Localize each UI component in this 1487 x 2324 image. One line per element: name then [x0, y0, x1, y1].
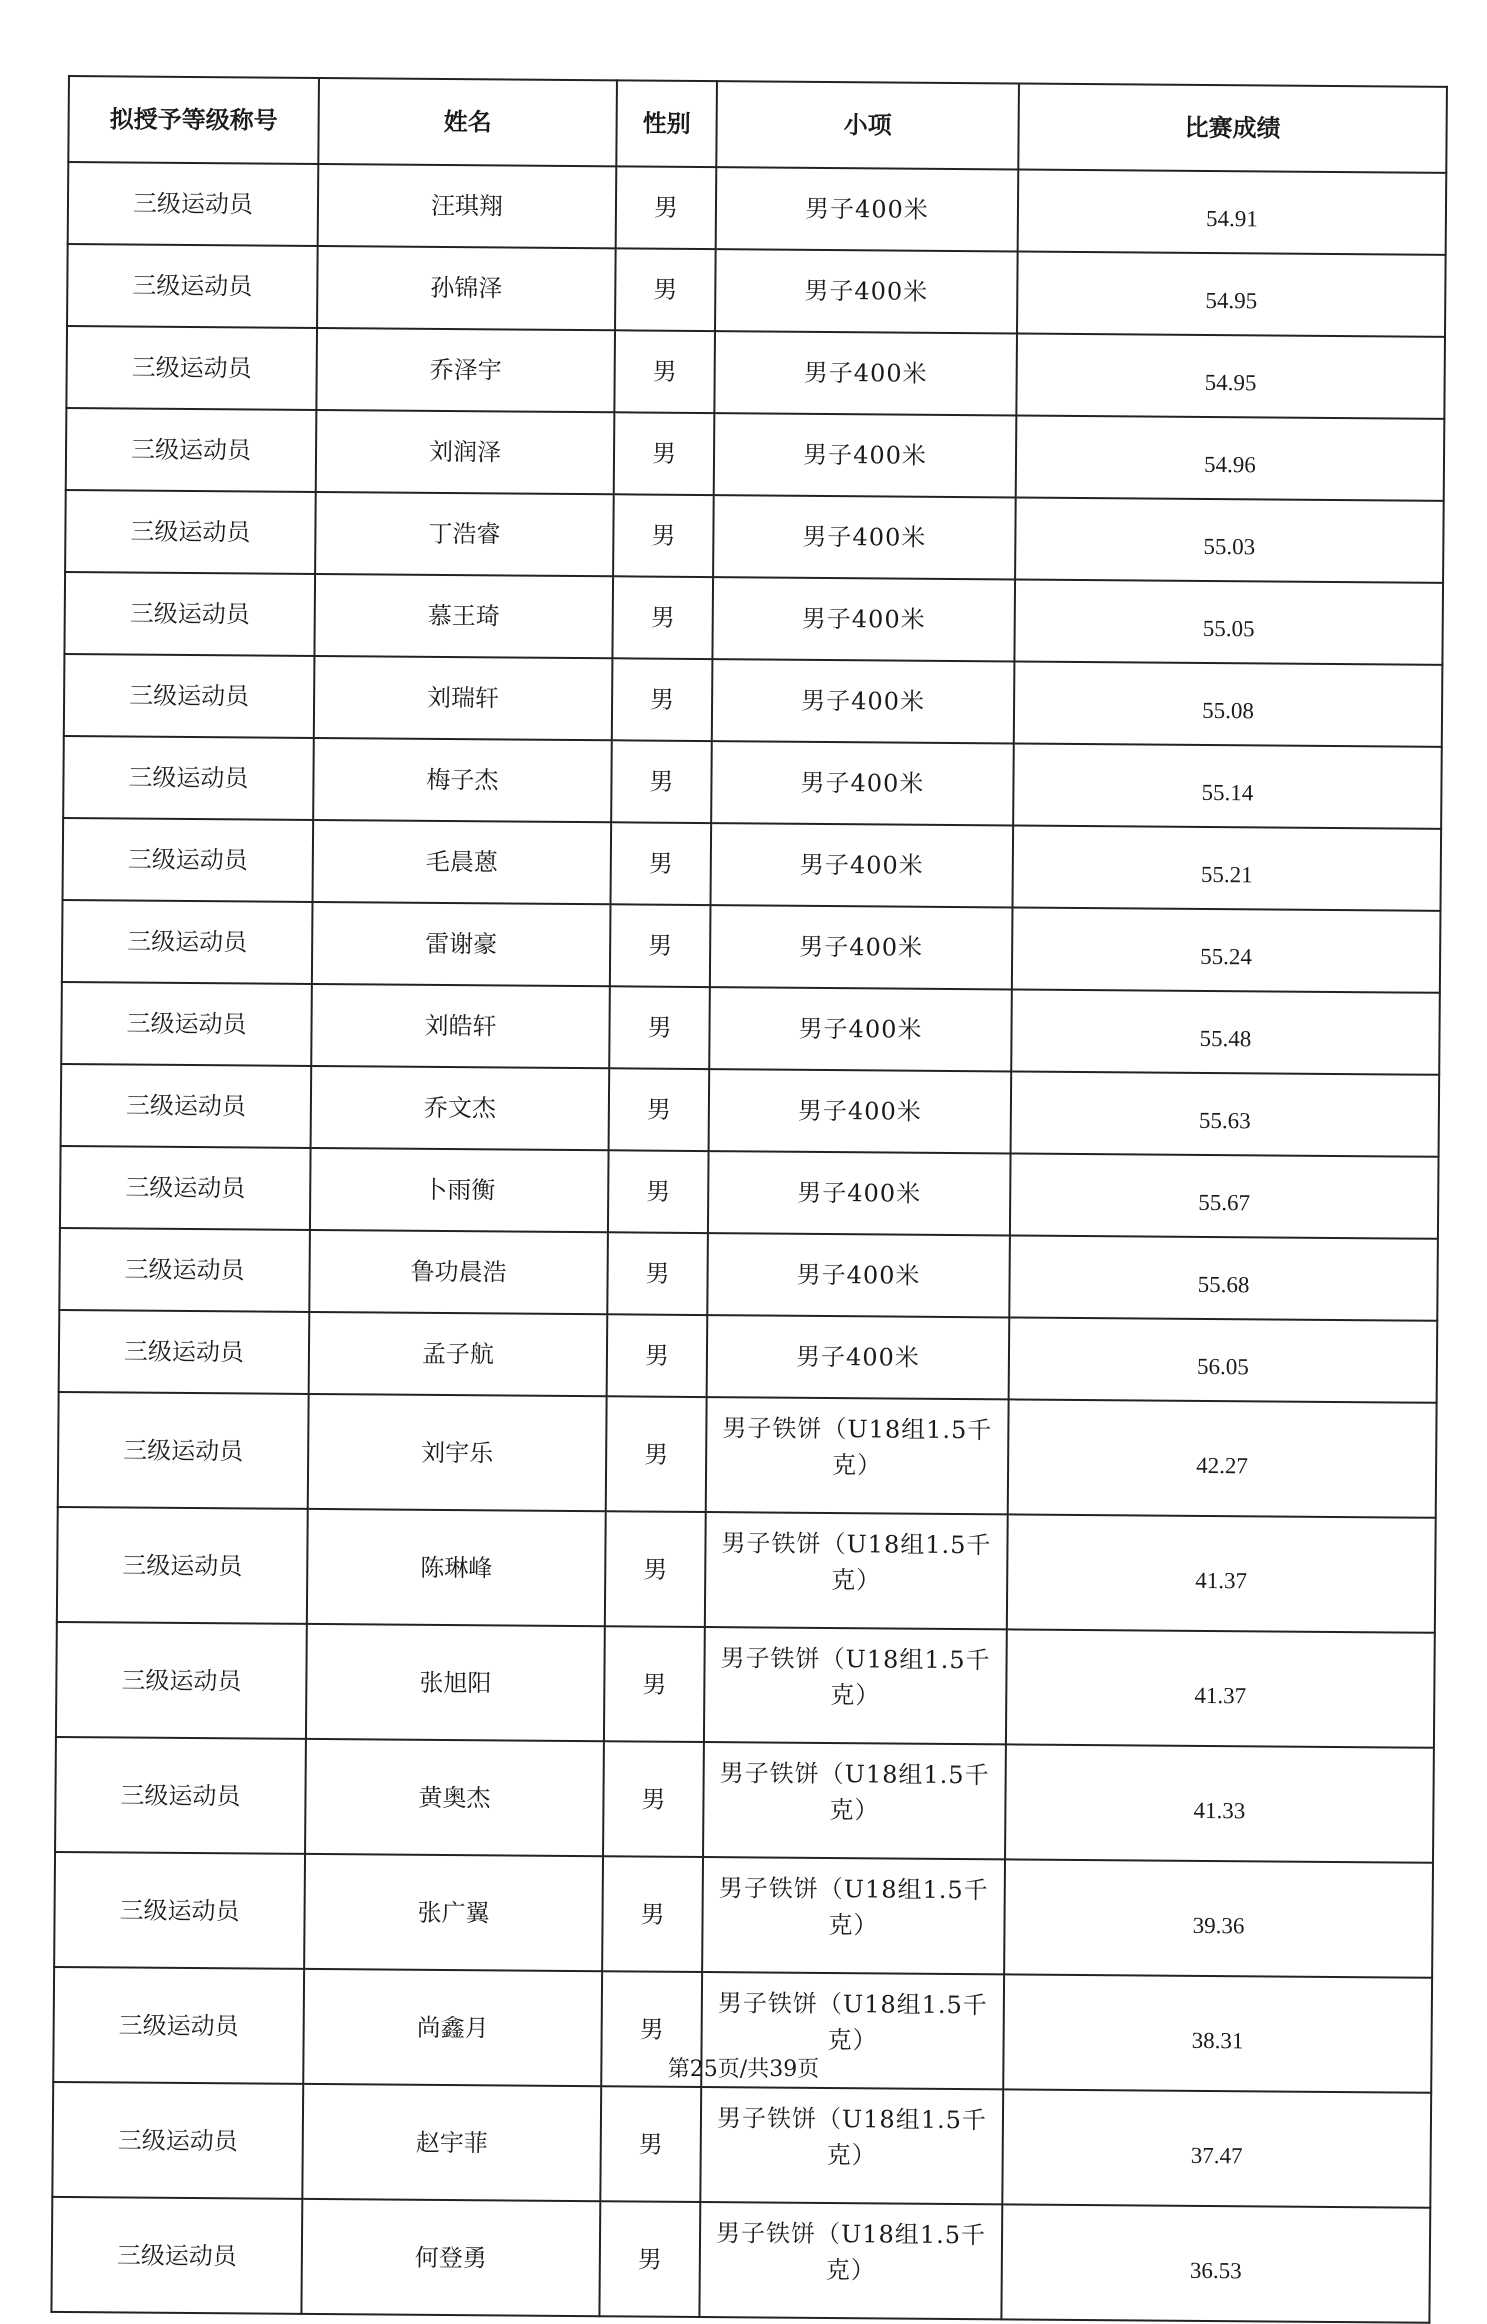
cell-grade: 三级运动员 [68, 162, 319, 246]
cell-event: 男子铁饼（U18组1.5千克） [699, 2202, 1002, 2319]
cell-grade: 三级运动员 [59, 1310, 310, 1394]
cell-event: 男子铁饼（U18组1.5千克） [703, 1742, 1006, 1859]
cell-event: 男子400米 [709, 987, 1012, 1071]
cell-name: 尚鑫月 [303, 1969, 602, 2086]
cell-grade: 三级运动员 [66, 326, 317, 410]
cell-name: 卜雨衡 [310, 1148, 609, 1232]
cell-event: 男子400米 [712, 659, 1015, 743]
header-grade: 拟授予等级称号 [68, 76, 319, 164]
table-row [66, 408, 1445, 501]
cell-event: 男子400米 [709, 1069, 1012, 1153]
table-row [68, 162, 1447, 255]
cell-name: 何登勇 [301, 2199, 600, 2316]
cell-name: 张旭阳 [306, 1624, 605, 1741]
cell-event: 男子400米 [716, 167, 1019, 251]
cell-grade: 三级运动员 [65, 490, 316, 574]
table-row [63, 736, 1442, 829]
table-row [63, 818, 1442, 911]
cell-gender: 男 [604, 1626, 705, 1742]
cell-result: 55.63 [1011, 1071, 1440, 1156]
cell-result: 55.48 [1011, 989, 1440, 1074]
cell-name: 刘皓轩 [311, 984, 610, 1068]
cell-event: 男子铁饼（U18组1.5千克） [704, 1627, 1007, 1744]
table-row [58, 1392, 1437, 1518]
cell-result: 37.47 [1002, 2089, 1431, 2207]
table-row [59, 1228, 1438, 1321]
cell-gender: 男 [607, 1314, 708, 1397]
cell-gender: 男 [605, 1511, 706, 1627]
cell-event: 男子400米 [715, 249, 1018, 333]
cell-grade: 三级运动员 [55, 1737, 306, 1854]
cell-gender: 男 [609, 1068, 710, 1151]
cell-gender: 男 [612, 658, 713, 741]
cell-name: 孟子航 [309, 1312, 608, 1396]
header-name: 姓名 [318, 78, 617, 166]
table-row [64, 572, 1443, 665]
cell-event: 男子400米 [711, 823, 1014, 907]
cell-name: 黄奥杰 [305, 1739, 604, 1856]
cell-event: 男子400米 [708, 1151, 1011, 1235]
cell-result: 54.96 [1016, 415, 1445, 500]
cell-grade: 三级运动员 [63, 736, 314, 820]
cell-name: 张广翼 [304, 1854, 603, 1971]
cell-name: 鲁功晨浩 [309, 1230, 608, 1314]
cell-event: 男子铁饼（U18组1.5千克） [700, 2087, 1003, 2204]
cell-name: 孙锦泽 [317, 246, 616, 330]
cell-gender: 男 [614, 412, 715, 495]
table-row [61, 982, 1440, 1075]
cell-result: 54.95 [1016, 333, 1445, 418]
cell-grade: 三级运动员 [63, 818, 314, 902]
header-event: 小项 [716, 81, 1019, 169]
header-gender: 性别 [616, 80, 717, 167]
table-row [54, 1852, 1433, 1978]
cell-gender: 男 [609, 986, 710, 1069]
cell-name: 刘润泽 [316, 410, 615, 494]
cell-result: 54.91 [1018, 169, 1447, 254]
header-result: 比赛成绩 [1018, 83, 1447, 172]
cell-gender: 男 [600, 2086, 701, 2202]
cell-result: 42.27 [1008, 1399, 1437, 1517]
cell-name: 雷谢豪 [312, 902, 611, 986]
cell-gender: 男 [606, 1396, 707, 1512]
cell-gender: 男 [614, 330, 715, 413]
cell-gender: 男 [602, 1856, 703, 1972]
cell-result: 56.05 [1009, 1317, 1438, 1402]
table-row [64, 654, 1443, 747]
cell-grade: 三级运动员 [64, 654, 315, 738]
cell-event: 男子400米 [713, 495, 1016, 579]
cell-result: 36.53 [1001, 2204, 1430, 2322]
cell-result: 38.31 [1003, 1974, 1432, 2092]
cell-grade: 三级运动员 [58, 1392, 309, 1509]
cell-gender: 男 [599, 2201, 700, 2317]
cell-result: 55.14 [1013, 743, 1442, 828]
cell-name: 陈琳峰 [307, 1509, 606, 1626]
cell-grade: 三级运动员 [53, 1967, 304, 2084]
cell-event: 男子铁饼（U18组1.5千克） [705, 1512, 1008, 1629]
cell-gender: 男 [607, 1232, 708, 1315]
cell-name: 丁浩睿 [315, 492, 614, 576]
cell-gender: 男 [615, 248, 716, 331]
table-row [62, 900, 1441, 993]
table-row [60, 1146, 1439, 1239]
cell-gender: 男 [616, 166, 717, 249]
cell-grade: 三级运动员 [54, 1852, 305, 1969]
cell-result: 39.36 [1004, 1859, 1433, 1977]
cell-result: 41.37 [1006, 1629, 1435, 1747]
cell-event: 男子400米 [712, 577, 1015, 661]
cell-name: 梅子杰 [313, 738, 612, 822]
cell-event: 男子400米 [714, 413, 1017, 497]
cell-name: 慕王琦 [314, 574, 613, 658]
cell-result: 55.68 [1009, 1235, 1438, 1320]
cell-result: 55.08 [1014, 661, 1443, 746]
cell-event: 男子铁饼（U18组1.5千克） [706, 1397, 1009, 1514]
cell-gender: 男 [610, 904, 711, 987]
table-row [61, 1064, 1440, 1157]
cell-event: 男子400米 [714, 331, 1017, 415]
table-row [65, 490, 1444, 583]
cell-event: 男子400米 [711, 741, 1014, 825]
cell-result: 55.05 [1014, 579, 1443, 664]
cell-grade: 三级运动员 [51, 2197, 302, 2314]
table-row [66, 326, 1445, 419]
cell-grade: 三级运动员 [60, 1146, 311, 1230]
cell-gender: 男 [608, 1150, 709, 1233]
cell-grade: 三级运动员 [61, 1064, 312, 1148]
cell-name: 乔文杰 [311, 1066, 610, 1150]
table-body [51, 162, 1446, 2323]
cell-gender: 男 [611, 740, 712, 823]
cell-gender: 男 [611, 822, 712, 905]
table-row [57, 1507, 1436, 1633]
table-row [59, 1310, 1438, 1403]
cell-name: 乔泽宇 [316, 328, 615, 412]
cell-event: 男子铁饼（U18组1.5千克） [702, 1857, 1005, 1974]
cell-grade: 三级运动员 [59, 1228, 310, 1312]
cell-grade: 三级运动员 [67, 244, 318, 328]
table-row [55, 1737, 1434, 1863]
cell-grade: 三级运动员 [57, 1507, 308, 1624]
cell-gender: 男 [603, 1741, 704, 1857]
cell-name: 刘瑞轩 [314, 656, 613, 740]
cell-event: 男子400米 [707, 1233, 1010, 1317]
cell-event: 男子400米 [707, 1315, 1010, 1399]
cell-grade: 三级运动员 [64, 572, 315, 656]
cell-result: 41.37 [1007, 1514, 1436, 1632]
cell-name: 赵宇菲 [302, 2084, 601, 2201]
cell-result: 55.21 [1012, 825, 1441, 910]
table-row [51, 2197, 1430, 2323]
table-row [56, 1622, 1435, 1748]
cell-result: 54.95 [1017, 251, 1446, 336]
cell-result: 41.33 [1005, 1744, 1434, 1862]
cell-event: 男子铁饼（U18组1.5千克） [701, 1972, 1004, 2089]
table-row [67, 244, 1446, 337]
cell-grade: 三级运动员 [62, 900, 313, 984]
cell-grade: 三级运动员 [61, 982, 312, 1066]
table-header-row [68, 76, 1447, 173]
table-row [52, 2082, 1431, 2208]
cell-grade: 三级运动员 [66, 408, 317, 492]
cell-gender: 男 [613, 494, 714, 577]
cell-result: 55.67 [1010, 1153, 1439, 1238]
cell-event: 男子400米 [710, 905, 1013, 989]
cell-gender: 男 [612, 576, 713, 659]
cell-name: 毛晨蒽 [313, 820, 612, 904]
cell-grade: 三级运动员 [56, 1622, 307, 1739]
page-number: 第25页/共39页 [667, 2057, 820, 2082]
cell-name: 汪琪翔 [318, 164, 617, 248]
cell-grade: 三级运动员 [52, 2082, 303, 2199]
cell-name: 刘宇乐 [308, 1394, 607, 1511]
cell-result: 55.03 [1015, 497, 1444, 582]
athlete-grade-table [50, 75, 1448, 2324]
cell-gender: 男 [601, 1971, 702, 2087]
cell-result: 55.24 [1012, 907, 1441, 992]
